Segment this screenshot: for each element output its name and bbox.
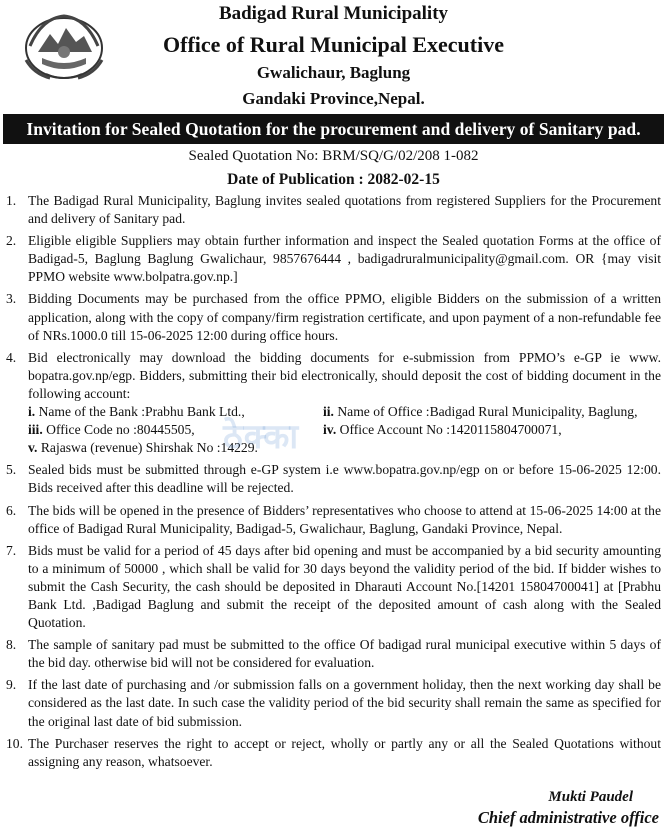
office-province: Gandaki Province,Nepal. bbox=[242, 89, 425, 108]
office-name: Office of Rural Municipal Executive bbox=[163, 32, 504, 57]
item-number: 7. bbox=[6, 542, 17, 558]
item-number: 4. bbox=[6, 349, 17, 365]
list-item bbox=[6, 636, 661, 672]
item-text: Bids must be valid for a period of 45 days after bid opening and must be accompanied by a bid security amounting to a minimum of 50000 , which shall be valid for 30 days beyond the validity period of the bid. If bidder wishes to submit the Cash Security, the cash should be deposited in Dharauti Account No.[14201 15804700041] at [Prabhu Bank Ltd. ,Badigad Baglung and submit the receipt of the deposited amount of cash along with the Sealed Quotation. bbox=[28, 542, 661, 631]
notice-items bbox=[6, 192, 661, 775]
item-number: 10. bbox=[6, 735, 23, 751]
list-item bbox=[6, 192, 661, 228]
office-account-no: iv. Office Account No :1420115804700071, bbox=[323, 422, 562, 438]
item-number: 5. bbox=[6, 462, 17, 478]
item-text: The Badigad Rural Municipality, Baglung invites sealed quotations from registered Suppliers for the Procurement and delivery of Sanitary pad. bbox=[28, 193, 661, 227]
item-text: Bidding Documents may be purchased from the office PPMO, eligible Bidders on the submission of a written application, along with the copy of company/firm registration certificate, and upon payment of a non-refundable fee of NRs.1000.0 till 15-06-2025 12:00 during office hours. bbox=[28, 291, 661, 343]
signatory-title: Chief administrative office bbox=[477, 808, 659, 827]
publication-date: Date of Publication : 2082-02-15 bbox=[227, 171, 440, 188]
item-text: The sample of sanitary pad must be submitted to the office Of badigad rural municipal executive within 5 days of the bid day. otherwise bid will not be considered for evaluation. bbox=[28, 637, 661, 671]
item-text: The Purchaser reserves the right to accept or reject, wholly or partly any or all the Sealed Quotations without assigning any reason, whatsoever. bbox=[28, 735, 661, 769]
notice-title-banner: Invitation for Sealed Quotation for the procurement and delivery of Sanitary pad. bbox=[3, 114, 664, 144]
revenue-heading-no: v. Rajaswa (revenue) Shirshak No :14229. bbox=[28, 440, 258, 456]
list-item bbox=[6, 676, 661, 730]
item-number: 8. bbox=[6, 637, 17, 653]
list-item bbox=[6, 542, 661, 632]
item-text: Sealed bids must be submitted through e-GP system i.e www.bopatra.gov.np/egp on or before 15-06-2025 12:00. Bids received after this deadline will be rejected. bbox=[28, 462, 661, 496]
item-number: 6. bbox=[6, 502, 17, 518]
list-item bbox=[6, 502, 661, 538]
list-item bbox=[6, 735, 661, 771]
list-item bbox=[6, 290, 661, 344]
office-code: iii. Office Code no :80445505, bbox=[28, 422, 195, 438]
bank-details bbox=[28, 403, 661, 457]
item-text: If the last date of purchasing and /or submission falls on a government holiday, then the next working day shall be considered as the last date. In such case the validity period of the bid security shall remain the same as specified for the original last date of bid submission. bbox=[28, 677, 661, 729]
quotation-number: Sealed Quotation No: BRM/SQ/G/02/208 1-082 bbox=[188, 148, 479, 164]
signatory-name: Mukti Paudel bbox=[548, 789, 633, 805]
watermark: ठेक्का bbox=[223, 417, 300, 457]
list-item bbox=[6, 461, 661, 497]
signature-block bbox=[478, 789, 659, 828]
item-number: 1. bbox=[6, 193, 17, 208]
item-text: The bids will be opened in the presence of Bidders’ representatives who choose to attend at 15-06-2025 14:00 at the office of Badigad Rural Municipality, Badigad-5, Gwalichaur, Baglung, Gandaki Province, Nepal. bbox=[28, 502, 661, 536]
item-text: Eligible eligible Suppliers may obtain further information and inspect the Sealed quotation Forms at the office of Badigad-5, Baglung Baglung Gwalichaur, 9857676444 , badigadruralmunicipality@gmail.com. OR {may visit PPMO website www.bolpatra.gov.np.] bbox=[28, 233, 661, 285]
item-number: 2. bbox=[6, 233, 17, 249]
office-location: Gwalichaur, Baglung bbox=[256, 63, 411, 82]
header bbox=[6, 0, 661, 113]
office-name-detail: ii. Name of Office :Badigad Rural Municipality, Baglung, bbox=[323, 404, 638, 420]
item-number: 3. bbox=[6, 291, 17, 307]
list-item bbox=[6, 232, 661, 286]
municipality-name: Badigad Rural Municipality bbox=[218, 3, 449, 24]
list-item bbox=[6, 349, 661, 458]
item-number: 9. bbox=[6, 677, 17, 693]
bank-name: i. Name of the Bank :Prabhu Bank Ltd., bbox=[28, 404, 245, 420]
item-text: Bid electronically may download the bidding documents for e-submission from PPMO’s e-GP ie www. bopatra.gov.np/egp. Bidders, submitting their bid electronically, should deposit the cost of bidding document in the following account: bbox=[28, 349, 661, 401]
